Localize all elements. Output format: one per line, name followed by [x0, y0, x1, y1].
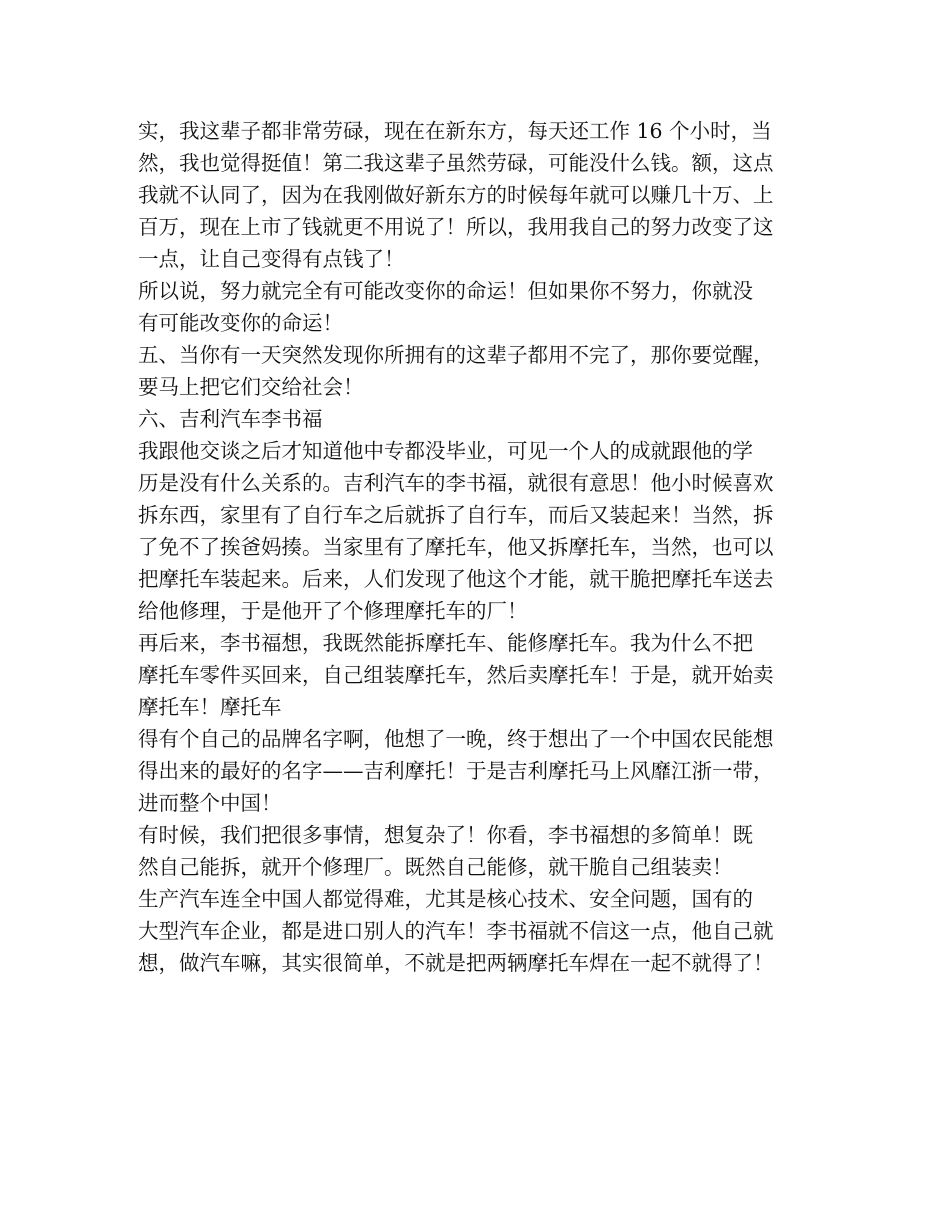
text-line: 要马上把它们交给社会！: [138, 375, 364, 399]
text-line: 拆东西，家里有了自行车之后就拆了自行车，而后又装起来！当然，拆: [138, 503, 774, 527]
text-line: 历是没有什么关系的。吉利汽车的李书福，就很有意思！他小时候喜欢: [138, 471, 774, 495]
text-line: 得有个自己的品牌名字啊，他想了一晚，终于想出了一个中国农民能想: [138, 727, 774, 751]
text-line: 我跟他交谈之后才知道他中专都没毕业，可见一个人的成就跟他的学: [138, 439, 753, 463]
text-line: 再后来，李书福想，我既然能拆摩托车、能修摩托车。我为什么不把: [138, 631, 753, 655]
text-line: 然自己能拆，就开个修理厂。既然自己能修，就干脆自己组装卖！: [138, 855, 733, 879]
text-line: 想，做汽车嘛，其实很简单，不就是把两辆摩托车焊在一起不就得了！: [138, 951, 774, 975]
text-line: 我就不认同了，因为在我刚做好新东方的时候每年就可以赚几十万、上: [138, 183, 774, 207]
text-line: 五、当你有一天突然发现你所拥有的这辈子都用不完了，那你要觉醒，: [138, 343, 774, 367]
text-line: 生产汽车连全中国人都觉得难，尤其是核心技术、安全问题，国有的: [138, 887, 753, 911]
text-line: 然，我也觉得挺值！第二我这辈子虽然劳碌，可能没什么钱。额，这点: [138, 151, 774, 175]
text-line: 摩托车！摩托车: [138, 695, 282, 719]
text-line: 给他修理，于是他开了个修理摩托车的厂！: [138, 599, 528, 623]
text-line: 百万，现在上市了钱就更不用说了！所以，我用我自己的努力改变了这: [138, 215, 774, 239]
text-line: 摩托车零件买回来，自己组装摩托车，然后卖摩托车！于是，就开始卖: [138, 663, 774, 687]
text-line: 大型汽车企业，都是进口别人的汽车！李书福就不信这一点，他自己就: [138, 919, 774, 943]
section-heading: 六、吉利汽车李书福: [138, 407, 323, 431]
text-line: 有可能改变你的命运！: [138, 311, 343, 335]
text-line: 一点，让自己变得有点钱了！: [138, 247, 405, 271]
text-line: 把摩托车装起来。后来，人们发现了他这个才能，就干脆把摩托车送去: [138, 567, 774, 591]
text-line: 实，我这辈子都非常劳碌，现在在新东方，每天还工作 16 个小时，当: [138, 119, 772, 143]
text-line: 得出来的最好的名字——吉利摩托！于是吉利摩托马上风靡江浙一带，: [138, 759, 774, 783]
text-line: 了免不了挨爸妈揍。当家里有了摩托车，他又拆摩托车，当然，也可以: [138, 535, 774, 559]
text-line: 所以说，努力就完全有可能改变你的命运！但如果你不努力，你就没: [138, 279, 753, 303]
text-line: 有时候，我们把很多事情，想复杂了！你看，李书福想的多简单！既: [138, 823, 753, 847]
document-body: [138, 115, 818, 979]
text-line: 进而整个中国！: [138, 791, 282, 815]
